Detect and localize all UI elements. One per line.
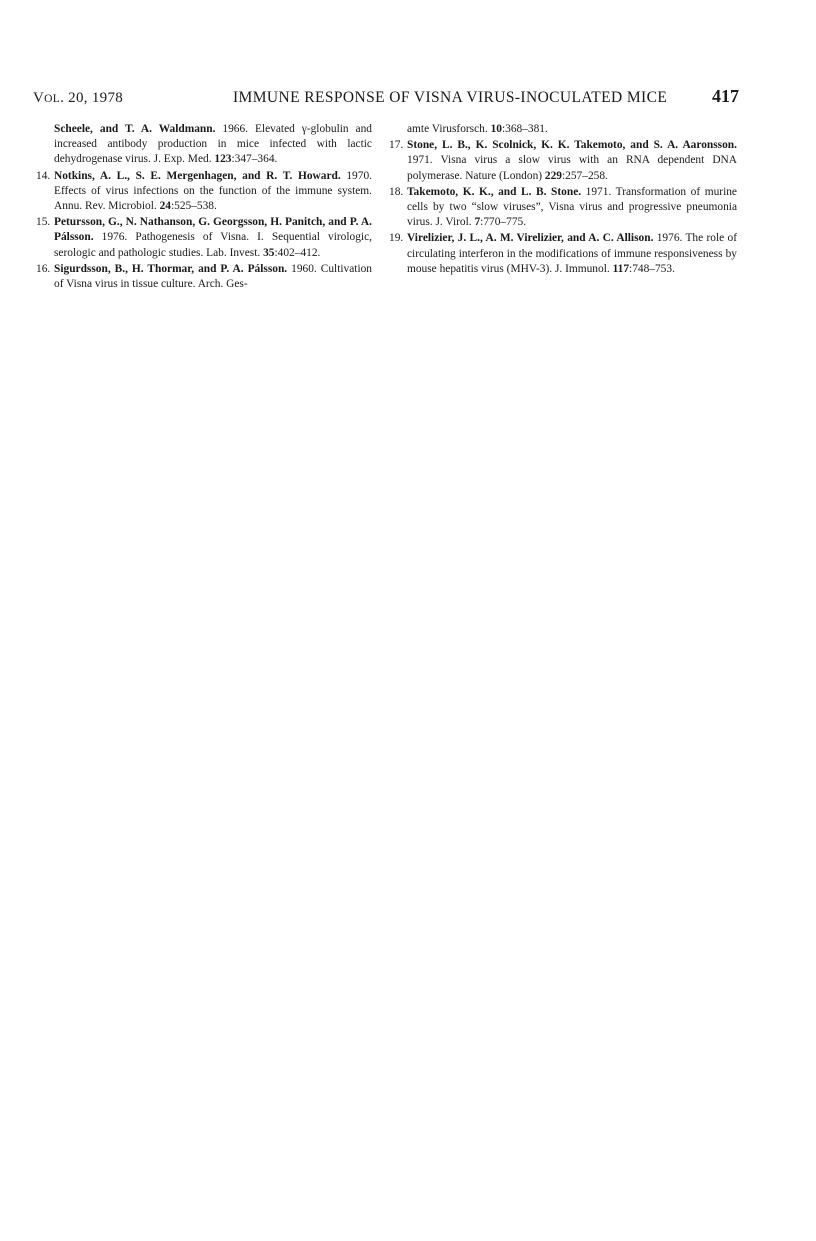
- volume-prefix: V: [33, 90, 45, 106]
- reference-column-right: [389, 122, 737, 278]
- volume-smallcaps: OL: [44, 93, 61, 105]
- reference-pages: :748–753.: [629, 262, 675, 275]
- reference-entry: [36, 215, 372, 261]
- reference-pages: :770–775.: [480, 216, 527, 229]
- reference-entry: [36, 169, 372, 215]
- reference-authors: Stone, L. B., K. Scolnick, K. K. Takemoto, and S. A. Aaronsson.: [407, 139, 737, 152]
- reference-volume: 123: [214, 153, 232, 166]
- reference-text: 1971. Transformation of murine cells by two “slow viruses”, Visna virus and progressive pneumonia virus. J. Virol.: [407, 185, 737, 229]
- reference-entry: [389, 231, 737, 277]
- reference-text: 1966. Elevated γ-globulin and increased antibody production in mice infected with lactic dehydrogenase virus. J. Exp. Med.: [54, 123, 372, 166]
- reference-number: 19.: [389, 232, 404, 245]
- volume-rest: . 20, 1978: [60, 90, 124, 106]
- reference-volume: 229: [544, 169, 562, 182]
- reference-authors: Petursson, G., N. Nathanson, G. Georgsson, H. Panitch, and P. A. Pálsson.: [54, 216, 372, 244]
- running-header: [33, 86, 739, 112]
- reference-text: 1970. Effects of virus infections on the function of the immune system. Annu. Rev. Microbiol.: [54, 169, 372, 213]
- reference-volume: 24: [159, 200, 171, 213]
- reference-pages: :525–538.: [170, 200, 217, 213]
- reference-authors: Scheele, and T. A. Waldmann.: [54, 123, 216, 135]
- running-title: IMMUNE RESPONSE OF VISNA VIRUS-INOCULATED MICE: [233, 89, 668, 106]
- reference-entry: [389, 138, 737, 184]
- reference-volume: 10: [490, 123, 502, 135]
- reference-number: 15.: [36, 216, 51, 229]
- reference-entry: [36, 122, 372, 168]
- reference-text: 1976. The role of circulating interferon in the modifications of immune responsiveness by mouse hepatitis virus (MHV-3). J. Immunol.: [407, 232, 737, 275]
- reference-authors: Virelizier, J. L., A. M. Virelizier, and A. C. Allison.: [407, 232, 654, 245]
- reference-entry: [389, 185, 737, 231]
- reference-pages: :368–381.: [501, 123, 548, 135]
- reference-text: 1971. Visna virus a slow virus with an RNA dependent DNA polymerase. Nature (London): [407, 154, 737, 182]
- reference-entry: [36, 262, 372, 292]
- reference-authors: Sigurdsson, B., H. Thormar, and P. A. Pálsson.: [54, 262, 288, 275]
- reference-pages: :347–364.: [231, 153, 278, 166]
- reference-authors: Takemoto, K. K., and L. B. Stone.: [407, 185, 582, 198]
- journal-volume: [33, 90, 123, 107]
- reference-number: 17.: [389, 139, 404, 152]
- reference-text: 1976. Pathogenesis of Visna. I. Sequential virologic, serologic and pathologic studies. Lab. Invest.: [54, 231, 372, 259]
- reference-volume: 35: [263, 246, 275, 259]
- reference-authors: Notkins, A. L., S. E. Mergenhagen, and R. T. Howard.: [54, 169, 341, 182]
- reference-volume: 117: [612, 262, 630, 275]
- page-number: 417: [712, 86, 739, 106]
- reference-number: 14.: [36, 169, 51, 182]
- reference-text: 1960. Cultivation of Visna virus in tissue culture. Arch. Ges-: [54, 262, 372, 291]
- reference-entry: [389, 122, 737, 137]
- reference-volume: 7: [474, 216, 481, 229]
- reference-number: 16.: [36, 262, 51, 275]
- reference-pages: :257–258.: [562, 169, 608, 182]
- reference-text: amte Virusforsch.: [407, 123, 491, 135]
- reference-pages: :402–412.: [274, 246, 321, 259]
- reference-number: 18.: [389, 185, 404, 198]
- reference-column-left: [36, 122, 372, 293]
